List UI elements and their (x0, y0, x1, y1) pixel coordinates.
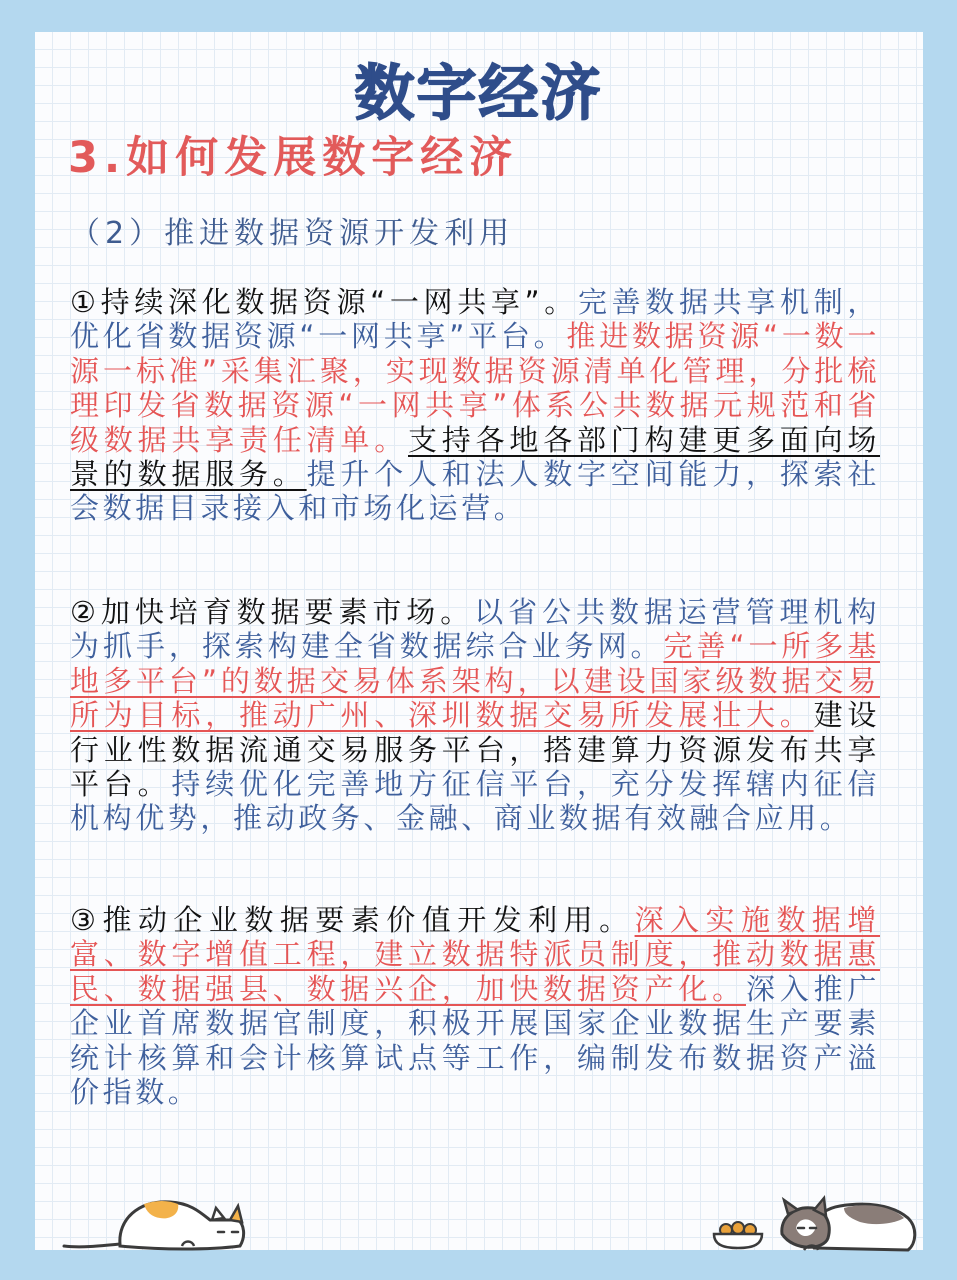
paragraph-lead: ①持续深化数据资源“一网共享”。 (70, 285, 578, 319)
paragraph-text-black: 建设行业性数据流通交易服务平台，搭建算力资源发布共享平台。 (70, 698, 881, 802)
section-title: 3.如何发展数字经济 (68, 133, 519, 183)
paragraph-text-red-underlined: 深入实施数据增富、数字增值工程，建立数据特派员制度，推动数据惠民、数据强县、数据兴企，加快数据资产化。 (70, 903, 880, 1006)
sleeping-cat-icon (60, 1190, 250, 1256)
sleeping-dog-icon (774, 1194, 924, 1256)
paragraph-text-blue: 提升个人和法人数字空间能力，探索社会数据目录接入和市场化运营。 (70, 457, 881, 526)
paragraph-text-blue: 深入推广企业首席数据官制度，积极开展国家企业数据生产要素统计核算和会计核算试点等工作，编制发布数据资产溢价指数。 (70, 971, 880, 1110)
paragraph-text-red: 推进数据资源“一数一源一标准”采集汇聚，实现数据资源清单化管理，分批梳理印发省数据资源“一网共享”体系公共数据元规范和省级数据共享责任清单。 (70, 319, 880, 457)
paragraph-3 (70, 903, 880, 1109)
paragraph-text-blue: 以省公共数据运营管理机构为抓手，探索构建全省数据综合业务网。 (70, 595, 881, 664)
paragraph-lead: ③推动企业数据要素价值开发利用。 (70, 903, 635, 937)
paragraph-text-red-underlined: 完善“一所多基地多平台”的数据交易体系架构，以建设国家级数据交易所为目标，推动广州、深圳数据交易所发展壮大。 (70, 629, 880, 733)
subsection-title: （2）推进数据资源开发利用 (70, 216, 515, 251)
paragraph-lead: ②加快培育数据要素市场。 (70, 595, 475, 629)
paragraph-2 (70, 595, 880, 836)
paragraph-text-blue: 完善数据共享机制，优化省数据资源“一网共享”平台。 (70, 285, 880, 354)
food-bowl-icon (710, 1218, 766, 1250)
page-title: 数字经济 (354, 59, 603, 129)
paragraph-text-blue: 持续优化完善地方征信平台，充分发挥辖内征信机构优势，推动政务、金融、商业数据有效融合应用。 (70, 767, 880, 836)
paragraph-text-underlined: 支持各地各部门构建更多面向场景的数据服务。 (70, 422, 880, 492)
paragraph-1 (70, 285, 880, 526)
